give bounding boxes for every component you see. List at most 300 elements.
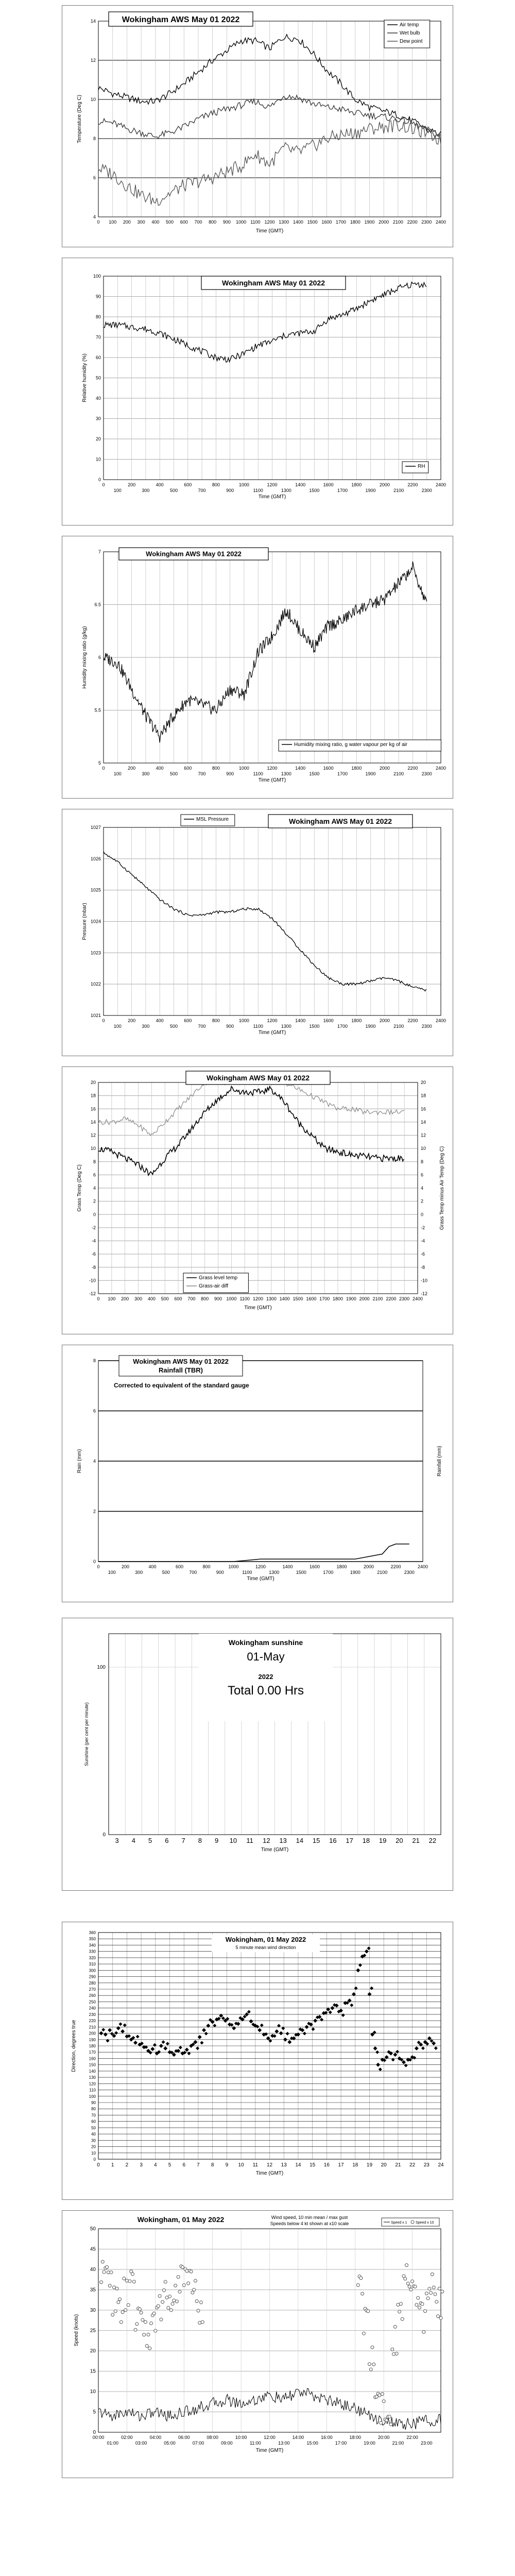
speed-x10-point [439, 2316, 442, 2319]
x-tick-label: 800 [212, 1018, 220, 1023]
x-tick-label: 15 [312, 1837, 320, 1844]
x-tick-label: 15:00 [306, 2441, 318, 2446]
speed-x10-point [415, 2303, 418, 2307]
wind-direction-point [260, 2024, 264, 2027]
x-tick-label: 1500 [293, 1296, 303, 1301]
grass-temp-chart [62, 1066, 453, 1334]
y-tick-label: 30 [95, 416, 101, 421]
y-right-axis-label: Grass Temp minus Air Temp (Deg C) [439, 1146, 445, 1230]
y-axis-label: Pressure (mbar) [82, 903, 88, 940]
y-tick-label: 12 [90, 1132, 96, 1138]
speed-x10-point [123, 2277, 126, 2280]
wind-direction-point [427, 2036, 432, 2040]
x-tick-label: 1700 [337, 771, 348, 776]
x-tick-label: 1200 [252, 1296, 264, 1301]
x-tick-label: 500 [169, 488, 178, 493]
y-axis-label: Grass Temp (Deg C) [77, 1164, 82, 1212]
y-right-tick-label: 0 [421, 1212, 424, 1217]
legend-label: MSL Pressure [196, 817, 229, 822]
y-tick-label: 270 [89, 1987, 96, 1992]
x-tick-label: 1800 [336, 1564, 347, 1569]
x-tick-label: 1300 [266, 1296, 277, 1301]
speed-x10-point [160, 2318, 163, 2321]
wind-direction-point [101, 2028, 105, 2031]
speed-x10-point [171, 2302, 174, 2306]
x-tick-label: 300 [135, 1570, 143, 1575]
speed-x10-point [385, 2419, 388, 2422]
x-tick-label: 1900 [365, 488, 376, 493]
speed-x10-point [145, 2344, 148, 2347]
x-tick-label: 700 [194, 219, 202, 225]
y-right-tick-label: -4 [421, 1238, 425, 1244]
speed-x10-point [124, 2309, 127, 2312]
rainfall-chart [62, 1345, 453, 1602]
y-tick-label: 1024 [90, 919, 101, 924]
speed-x10-point [150, 2321, 153, 2325]
y-tick-label: 220 [89, 2019, 96, 2024]
speed-x10-point [434, 2293, 437, 2296]
x-tick-label: 1300 [279, 219, 289, 225]
wind-direction-point [287, 2040, 291, 2044]
x-tick-label: 1100 [242, 1570, 252, 1575]
y-right-axis-label: Rainfall (mm) [437, 1446, 442, 1477]
x-tick-label: 100 [113, 488, 122, 493]
y-tick-label: 16 [90, 1106, 96, 1112]
speed-x10-point [201, 2320, 204, 2324]
x-tick-label: 1200 [267, 766, 278, 771]
speed-x10-point [367, 2310, 370, 2313]
y-tick-label: 1021 [90, 1013, 101, 1018]
chart-title: Wokingham, 01 May 2022 [225, 1936, 306, 1943]
y-tick-label: 2 [93, 1509, 96, 1514]
speed-x10-point [147, 2333, 150, 2336]
wind-direction-point [133, 2041, 138, 2045]
y-tick-label: 1023 [90, 950, 101, 956]
x-tick-label: 2000 [379, 766, 390, 771]
y-tick-label: 10 [90, 97, 96, 102]
y-tick-label: 8 [93, 1159, 96, 1164]
y-tick-label: 12 [90, 58, 96, 63]
x-tick-label: 1300 [281, 771, 291, 776]
legend-label: Grass level temp [199, 1275, 238, 1281]
y-tick-label: 50 [91, 2125, 96, 2130]
x-tick-label: 10 [238, 2162, 244, 2168]
x-tick-label: 1500 [309, 771, 320, 776]
y-tick-label: 260 [89, 1993, 96, 1998]
wind-direction-point [415, 2046, 419, 2050]
y-right-tick-label: 12 [421, 1132, 426, 1138]
wind-direction-point [385, 2055, 389, 2059]
y-axis-label: Rain (mm) [77, 1449, 82, 1473]
x-tick-label: 1800 [351, 766, 362, 771]
speed-x10-point [167, 2306, 170, 2309]
speed-x10-point [121, 2311, 124, 2314]
speed-x10-point [401, 2317, 404, 2320]
x-tick-label: 500 [166, 219, 174, 225]
chart-title: Wokingham AWS May 01 2022 [207, 1074, 310, 1082]
x-tick-label: 7 [181, 1837, 185, 1844]
x-tick-label: 16:00 [321, 2435, 333, 2440]
x-tick-label: 2100 [393, 771, 404, 776]
x-tick-label: 1500 [296, 1570, 306, 1575]
speed-x10-point [141, 2318, 144, 2321]
speed-x10-point [177, 2276, 180, 2279]
y-tick-label: 240 [89, 2006, 96, 2011]
x-tick-label: 900 [222, 219, 231, 225]
x-tick-label: 9 [215, 1837, 219, 1844]
chart-title: Wokingham AWS May 01 2022 [122, 15, 240, 24]
wind-direction-point [421, 2046, 425, 2050]
x-tick-label: 800 [212, 482, 220, 487]
x-axis-label: Time (GMT) [255, 2171, 284, 2176]
speed-x10-point [200, 2301, 203, 2304]
sunshine-chart-svg [62, 1618, 454, 1891]
y-tick-label: 150 [89, 2062, 96, 2067]
chart-subtitle: Rainfall (TBR) [159, 1366, 203, 1374]
speed-x10-point [382, 2400, 385, 2403]
speed-x10-point [108, 2284, 111, 2287]
speed-x10-point [157, 2304, 160, 2308]
y-right-tick-label: -6 [421, 1251, 425, 1257]
x-tick-label: 1100 [250, 219, 261, 225]
x-tick-label: 1400 [295, 482, 306, 487]
x-tick-label: 100 [109, 219, 117, 225]
x-tick-label: 16 [323, 2162, 330, 2168]
speed-x10-point [148, 2347, 151, 2350]
x-tick-label: 500 [162, 1570, 170, 1575]
y-tick-label: 200 [89, 2031, 96, 2036]
x-tick-label: 1000 [238, 1018, 249, 1023]
speed-x10-point [430, 2291, 433, 2294]
y-tick-label: 40 [91, 2132, 96, 2137]
y-tick-label: 60 [91, 2119, 96, 2124]
speed-x10-point [175, 2300, 178, 2303]
y-tick-label: 1027 [90, 825, 101, 830]
speed-x10-point [432, 2286, 435, 2289]
x-tick-label: 19:00 [364, 2441, 375, 2446]
speed-x10-point [408, 2285, 411, 2288]
x-tick-label: 400 [151, 219, 160, 225]
y-tick-label: 4 [93, 214, 96, 219]
x-tick-label: 500 [161, 1296, 169, 1301]
x-tick-label: 20:00 [377, 2435, 390, 2440]
wind-direction-point [247, 2010, 251, 2013]
x-tick-label: 2300 [421, 219, 432, 225]
speed-x10-point [391, 2348, 394, 2351]
x-axis-label: Time (GMT) [258, 1030, 286, 1036]
x-tick-label: 23 [423, 2162, 430, 2168]
y-tick-label: 45 [90, 2246, 96, 2252]
x-tick-label: 1700 [319, 1296, 330, 1301]
speed-x10-point [362, 2332, 365, 2335]
speed-x10-point [404, 2277, 407, 2280]
y-tick-label: 280 [89, 1980, 96, 1986]
mixing-ratio-chart [62, 536, 453, 799]
x-tick-label: 2100 [393, 488, 404, 493]
x-tick-label: 2100 [392, 219, 403, 225]
y-right-tick-label: 20 [421, 1080, 426, 1085]
x-tick-label: 14 [296, 1837, 304, 1844]
x-tick-label: 800 [202, 1564, 211, 1569]
humidity-chart-svg [62, 258, 454, 526]
wind-direction-point [286, 2032, 289, 2036]
x-tick-label: 800 [209, 219, 217, 225]
speed-x10-point [359, 2277, 363, 2280]
y-tick-label: 0 [93, 1559, 96, 1564]
speed-x10-point [417, 2296, 420, 2299]
y-tick-label: 6 [93, 175, 96, 180]
x-tick-label: 03:00 [135, 2441, 147, 2446]
x-axis-label: Time (GMT) [255, 2448, 284, 2453]
speed-x10-point [161, 2300, 164, 2303]
wind-direction-point [404, 2064, 408, 2067]
x-tick-label: 14 [295, 2162, 301, 2168]
x-tick-label: 400 [156, 482, 164, 487]
pressure-chart-svg [62, 809, 454, 1057]
x-tick-label: 1600 [323, 482, 334, 487]
x-tick-label: 100 [108, 1570, 116, 1575]
x-tick-label: 7 [197, 2162, 200, 2168]
x-tick-label: 600 [184, 482, 192, 487]
chart-title: Wokingham AWS May 01 2022 [222, 279, 325, 287]
speed-x10-point [198, 2321, 201, 2324]
x-tick-label: 2300 [421, 488, 432, 493]
x-tick-label: 08:00 [207, 2435, 218, 2440]
x-tick-label: 2100 [372, 1296, 383, 1301]
x-tick-label: 2200 [386, 1296, 397, 1301]
wind-direction-point [118, 2022, 122, 2026]
chart-note: Corrected to equivalent of the standard gauge [114, 1382, 249, 1389]
x-tick-label: 1300 [281, 1024, 291, 1029]
y-tick-label: 10 [90, 2389, 96, 2395]
wind-speed-chart [62, 2210, 453, 2478]
x-tick-label: 2400 [412, 1296, 423, 1301]
speed-x10-point [135, 2323, 139, 2326]
x-tick-label: 15 [310, 2162, 316, 2168]
speed-x10-point [164, 2280, 167, 2283]
y-axis-label: Sunshine (per cent per minute) [84, 1702, 89, 1766]
x-tick-label: 2300 [399, 1296, 410, 1301]
y-tick-label: 1026 [90, 856, 101, 861]
wind-direction-point [373, 2046, 377, 2050]
x-tick-label: 1300 [281, 488, 291, 493]
wind-direction-point [341, 2013, 345, 2017]
x-tick-label: 1900 [350, 1570, 360, 1575]
x-tick-label: 1000 [226, 1296, 237, 1301]
chart-title: Wokingham sunshine [228, 1638, 303, 1647]
x-tick-label: 22 [409, 2162, 416, 2168]
y-tick-label: 290 [89, 1974, 96, 1979]
y-right-tick-label: 4 [421, 1185, 424, 1191]
y-right-tick-label: -2 [421, 1225, 425, 1230]
x-tick-label: 05:00 [164, 2441, 176, 2446]
speed-x10-point [144, 2320, 147, 2324]
y-tick-label: 14 [90, 1119, 96, 1125]
speed-x10-point [425, 2292, 428, 2295]
x-tick-label: 13 [279, 1837, 287, 1844]
y-tick-label: 0 [98, 477, 101, 482]
x-tick-label: 1700 [323, 1570, 334, 1575]
y-tick-label: 5.5 [94, 707, 101, 713]
x-tick-label: 600 [184, 1018, 192, 1023]
wind-direction-point [329, 2010, 332, 2014]
x-tick-label: 19 [379, 1837, 387, 1844]
wind-direction-point [303, 2032, 306, 2036]
x-tick-label: 1700 [336, 219, 347, 225]
wind-direction-point [320, 2018, 323, 2022]
y-tick-label: 20 [90, 1080, 96, 1085]
y-tick-label: 100 [89, 2094, 96, 2099]
x-tick-label: 1800 [351, 1018, 362, 1023]
x-tick-label: 22 [428, 1837, 437, 1844]
speed-x10-point [134, 2328, 137, 2331]
wind-direction-point [185, 2047, 189, 2052]
x-tick-label: 18 [352, 2162, 358, 2168]
y-tick-label: 80 [95, 314, 101, 319]
x-tick-label: 16 [329, 1837, 337, 1844]
y-tick-label: 35 [90, 2287, 96, 2293]
x-tick-label: 21 [412, 1837, 420, 1844]
wind-direction-point [258, 2028, 262, 2032]
wind-direction-point [312, 2027, 315, 2031]
speed-x10-point [375, 2395, 378, 2398]
y-tick-label: 300 [89, 1968, 96, 1973]
x-axis-label: Time (GMT) [258, 494, 286, 500]
x-tick-label: 700 [187, 1296, 196, 1301]
legend-label: Humidity mixing ratio, g water vapour per kg of air [294, 742, 408, 748]
speed-x10-point [101, 2260, 104, 2263]
y-tick-label: 10 [95, 456, 101, 462]
y-tick-label: 1025 [90, 887, 101, 893]
x-tick-label: 1900 [365, 1024, 376, 1029]
series-line-mix [104, 562, 427, 743]
x-tick-label: 17:00 [335, 2441, 347, 2446]
speed-x10-point [127, 2303, 130, 2307]
y-tick-label: 80 [91, 2107, 96, 2112]
legend-label: Speed x 10 [416, 2221, 434, 2225]
x-tick-label: 1900 [364, 219, 375, 225]
y-tick-label: 90 [95, 294, 101, 299]
series-line-grass [98, 1087, 404, 1176]
wind-direction-point [370, 1987, 373, 1990]
x-tick-label: 1600 [321, 219, 332, 225]
speed-x10-point [372, 2363, 375, 2366]
wind-direction-point [153, 2043, 157, 2047]
x-tick-label: 2200 [390, 1564, 401, 1569]
x-tick-label: 900 [226, 771, 234, 776]
x-tick-label: 500 [169, 1024, 178, 1029]
x-tick-label: 18:00 [349, 2435, 362, 2440]
speed-x10-point [162, 2289, 165, 2292]
wind-direction-point [159, 2044, 163, 2048]
x-tick-label: 600 [184, 766, 192, 771]
x-tick-label: 100 [108, 1296, 116, 1301]
x-tick-label: 12 [263, 1837, 270, 1844]
y-tick-label: 10 [90, 1146, 96, 1151]
x-axis-label: Time (GMT) [261, 1847, 289, 1853]
x-tick-label: 1900 [365, 771, 376, 776]
x-tick-label: 1600 [309, 1564, 320, 1569]
y-tick-label: 110 [89, 2088, 96, 2093]
speed-x10-point [422, 2330, 425, 2333]
x-tick-label: 1500 [309, 488, 320, 493]
x-tick-label: 12:00 [264, 2435, 276, 2440]
wind-direction-point [121, 2029, 125, 2033]
speed-x10-point [356, 2283, 359, 2286]
x-tick-label: 1100 [253, 488, 263, 493]
mixing-ratio-chart-svg [62, 536, 454, 799]
x-tick-label: 8 [198, 1837, 202, 1844]
chart-title: Wokingham, 01 May 2022 [137, 2215, 225, 2224]
x-tick-label: 2300 [404, 1570, 415, 1575]
x-tick-label: 20 [381, 2162, 387, 2168]
x-tick-label: 01:00 [107, 2441, 118, 2446]
wind-direction-point [204, 2032, 208, 2036]
x-tick-label: 900 [226, 488, 234, 493]
wind-direction-point [376, 2063, 380, 2067]
chart-subtitle: Wind speed, 10 min mean / max gust [271, 2215, 348, 2220]
wind-direction-point [305, 2025, 309, 2029]
x-tick-label: 200 [128, 1018, 136, 1023]
x-tick-label: 1400 [295, 766, 306, 771]
y-axis-label: Speed (knots) [74, 2314, 79, 2347]
x-tick-label: 800 [201, 1296, 209, 1301]
x-tick-label: 21 [395, 2162, 401, 2168]
wind-direction-point [249, 2019, 253, 2023]
wind-direction-point [330, 2006, 334, 2010]
chart-year-label: 2022 [258, 1673, 273, 1681]
y-tick-label: 40 [90, 2267, 96, 2273]
y-tick-label: 18 [90, 1093, 96, 1098]
x-tick-label: 900 [226, 1024, 234, 1029]
wind-direction-point [136, 2035, 140, 2039]
x-tick-label: 600 [180, 219, 188, 225]
x-tick-label: 2000 [379, 482, 390, 487]
y-tick-label: 210 [89, 2025, 96, 2030]
y-tick-label: 130 [89, 2075, 96, 2080]
y-tick-label: 90 [91, 2100, 96, 2105]
speed-x10-point [438, 2287, 441, 2290]
x-tick-label: 600 [174, 1296, 182, 1301]
x-tick-label: 2 [125, 2162, 129, 2168]
x-tick-label: 5 [148, 1837, 152, 1844]
wind-direction-point [367, 1992, 371, 1996]
y-right-tick-label: 16 [421, 1106, 426, 1112]
x-tick-label: 0 [102, 482, 105, 487]
x-tick-label: 1000 [236, 219, 247, 225]
x-tick-label: 5 [168, 2162, 171, 2168]
x-tick-label: 300 [137, 219, 145, 225]
sunshine-chart [62, 1618, 453, 1891]
y-right-tick-label: -8 [421, 1264, 425, 1270]
x-tick-label: 1200 [267, 482, 278, 487]
speed-x10-point [406, 2282, 409, 2285]
wind-direction-point [104, 2032, 108, 2037]
speed-x10-point [428, 2287, 431, 2290]
x-tick-label: 1400 [293, 219, 303, 225]
speed-x10-point [125, 2279, 128, 2282]
speed-x10-point [128, 2280, 131, 2283]
chart-date-label: 01-May [247, 1650, 285, 1663]
wind-direction-point [219, 2013, 223, 2018]
y-tick-label: 120 [89, 2081, 96, 2087]
y-tick-label: 30 [91, 2138, 96, 2143]
x-tick-label: 0 [97, 1296, 100, 1301]
y-tick-label: 1022 [90, 981, 101, 987]
x-tick-label: 11:00 [249, 2441, 261, 2446]
x-tick-label: 11 [252, 2162, 258, 2168]
y-tick-label: 6 [98, 655, 101, 660]
